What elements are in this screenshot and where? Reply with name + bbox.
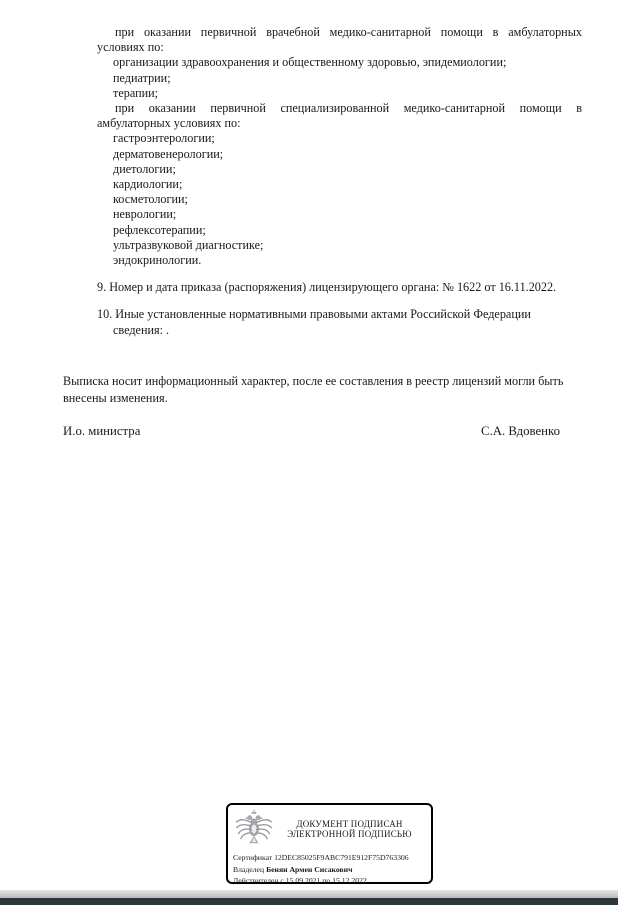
list-item: рефлексотерапии; xyxy=(113,222,206,237)
owner-label: Владелец xyxy=(233,864,265,874)
item-10-other-info xyxy=(97,307,582,337)
owner-name: Бенян Армен Сисакович xyxy=(266,864,353,874)
electronic-signature-stamp xyxy=(226,803,433,884)
license-activities-section xyxy=(97,25,582,338)
certificate-label: Сертификат xyxy=(233,853,273,862)
item-10-line2: сведения: . xyxy=(113,322,170,337)
viewer-background-bar xyxy=(0,898,618,905)
list-item: дерматовенерологии; xyxy=(113,146,224,161)
stamp-title-line2: ЭЛЕКТРОННОЙ ПОДПИСЬЮ xyxy=(287,829,412,839)
certificate-line xyxy=(233,852,426,864)
item-10-line1: 10. Иные установленные нормативными правовыми актами Российской Федерации xyxy=(97,307,531,322)
paragraph-specialized-care: при оказании первичной специализированной медико-санитарной помощи в амбулаторных условиях по: xyxy=(97,101,582,131)
list-item: косметологии; xyxy=(113,192,188,207)
list-item: диетологии; xyxy=(113,161,176,176)
validity-line: Действителен с 15.09.2021 по 15.12.2022 xyxy=(233,876,367,886)
stamp-title xyxy=(275,819,426,840)
specialized-care-list xyxy=(97,131,582,268)
list-item: терапии; xyxy=(113,85,159,100)
signer-name: С.А. Вдовенко xyxy=(481,424,560,438)
owner-line xyxy=(233,864,426,876)
certificate-value: 12DEC85025F9ABC791E912F75D763306 xyxy=(274,853,409,862)
double-headed-eagle-emblem-icon xyxy=(233,808,275,850)
stamp-details xyxy=(233,852,426,887)
stamp-header xyxy=(233,808,426,850)
list-item: кардиологии; xyxy=(113,177,183,192)
paragraph-primary-care: при оказании первичной врачебной медико-санитарной помощи в амбулаторных условиях по: xyxy=(97,25,582,55)
item-9-order-number: 9. Номер и дата приказа (распоряжения) лицензирующего органа: № 1622 от 16.11.2022. xyxy=(97,280,557,295)
primary-care-list xyxy=(97,55,582,101)
list-item: гастроэнтерологии; xyxy=(113,131,215,146)
list-item: ультразвуковой диагностике; xyxy=(113,237,264,252)
signer-position: И.о. министра xyxy=(63,424,141,438)
page-bottom-edge xyxy=(0,890,618,898)
list-item: эндокринологии. xyxy=(113,253,202,268)
signature-row xyxy=(63,424,560,439)
list-item: неврологии; xyxy=(113,207,177,222)
list-item: организации здравоохранения и общественному здоровью, эпидемиологии; xyxy=(113,55,507,70)
stamp-title-line1: ДОКУМЕНТ ПОДПИСАН xyxy=(296,818,403,829)
informational-note: Выписка носит информационный характер, после ее составления в реестр лицензий могли быть внесены изменения. xyxy=(63,374,564,405)
list-item: педиатрии; xyxy=(113,70,171,85)
